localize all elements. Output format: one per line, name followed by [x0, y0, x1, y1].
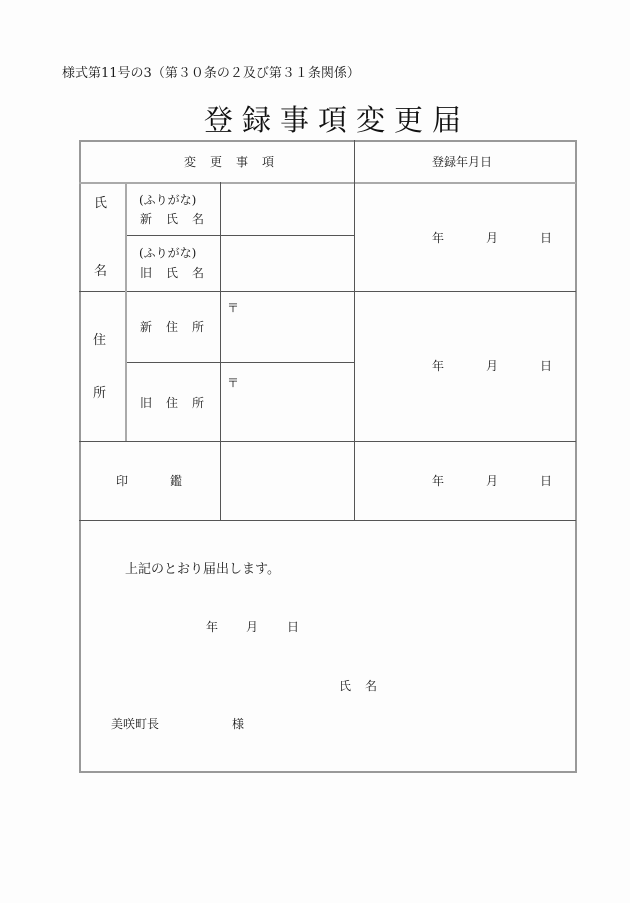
declaration-date-year: 年 [206, 620, 219, 634]
name-section-label-top: 氏 [94, 196, 108, 211]
name-registration-date[interactable] [356, 184, 574, 290]
seal-registration-date[interactable] [356, 443, 574, 519]
seal-label-right: 鑑 [170, 474, 183, 488]
old-address-field[interactable] [222, 364, 353, 440]
declaration-date-day: 日 [287, 620, 300, 634]
row-line-declaration [79, 520, 576, 521]
form-number: 様式第11号の3（第３０条の２及び第３１条関係） [62, 66, 360, 81]
seal-label-left: 印 [116, 474, 129, 488]
postal-mark-icon: 〒 [227, 301, 240, 315]
seal-date-day: 日 [540, 474, 553, 488]
address-registration-date[interactable] [356, 293, 574, 440]
seal-date-month: 月 [486, 474, 499, 488]
declaration-statement: 上記のとおり届出します。 [125, 562, 280, 577]
header-change-items: 変更事項 [184, 155, 289, 169]
old-name-furigana: (ふりがな) [139, 246, 197, 260]
name-section-label-bottom: 名 [94, 264, 108, 279]
new-address-label: 新住所 [140, 320, 219, 334]
new-name-furigana: (ふりがな) [139, 193, 197, 207]
old-name-label: 旧氏名 [140, 266, 219, 280]
new-name-label: 新氏名 [140, 212, 219, 226]
frame-left [79, 140, 81, 773]
row-line-address [79, 291, 576, 292]
name-date-day: 日 [540, 231, 553, 245]
applicant-label-1: 氏 [339, 679, 352, 693]
name-date-month: 月 [486, 231, 499, 245]
frame-bottom [79, 771, 576, 773]
row-line-name-split [125, 235, 355, 236]
address-date-month: 月 [486, 359, 499, 373]
applicant-name-field[interactable] [330, 674, 570, 698]
seal-field[interactable] [222, 443, 353, 519]
col-line-field-label [220, 182, 221, 520]
new-address-field[interactable] [222, 293, 353, 361]
col-line-date [354, 140, 355, 520]
header-registration-date: 登録年月日 [432, 155, 493, 169]
page-title: 登録事項変更届 [204, 103, 471, 137]
old-name-field[interactable] [222, 237, 353, 290]
declaration-date-month: 月 [246, 620, 259, 634]
row-line-address-split [125, 362, 355, 363]
name-date-year: 年 [432, 231, 445, 245]
address-date-day: 日 [540, 359, 553, 373]
postal-mark-icon: 〒 [227, 376, 240, 390]
addressee: 美咲町長 [111, 717, 160, 731]
address-section-label-bottom: 所 [93, 386, 107, 401]
old-address-label: 旧住所 [140, 396, 219, 410]
honorific: 様 [232, 717, 245, 731]
address-date-year: 年 [432, 359, 445, 373]
row-line-seal [79, 441, 576, 442]
col-line-section-label [125, 182, 127, 441]
address-section-label-top: 住 [93, 333, 107, 348]
declaration-date[interactable] [200, 615, 310, 637]
frame-top [79, 140, 576, 142]
new-name-field[interactable] [222, 184, 353, 234]
applicant-label-2: 名 [365, 679, 378, 693]
frame-right [575, 140, 577, 773]
seal-date-year: 年 [432, 474, 445, 488]
